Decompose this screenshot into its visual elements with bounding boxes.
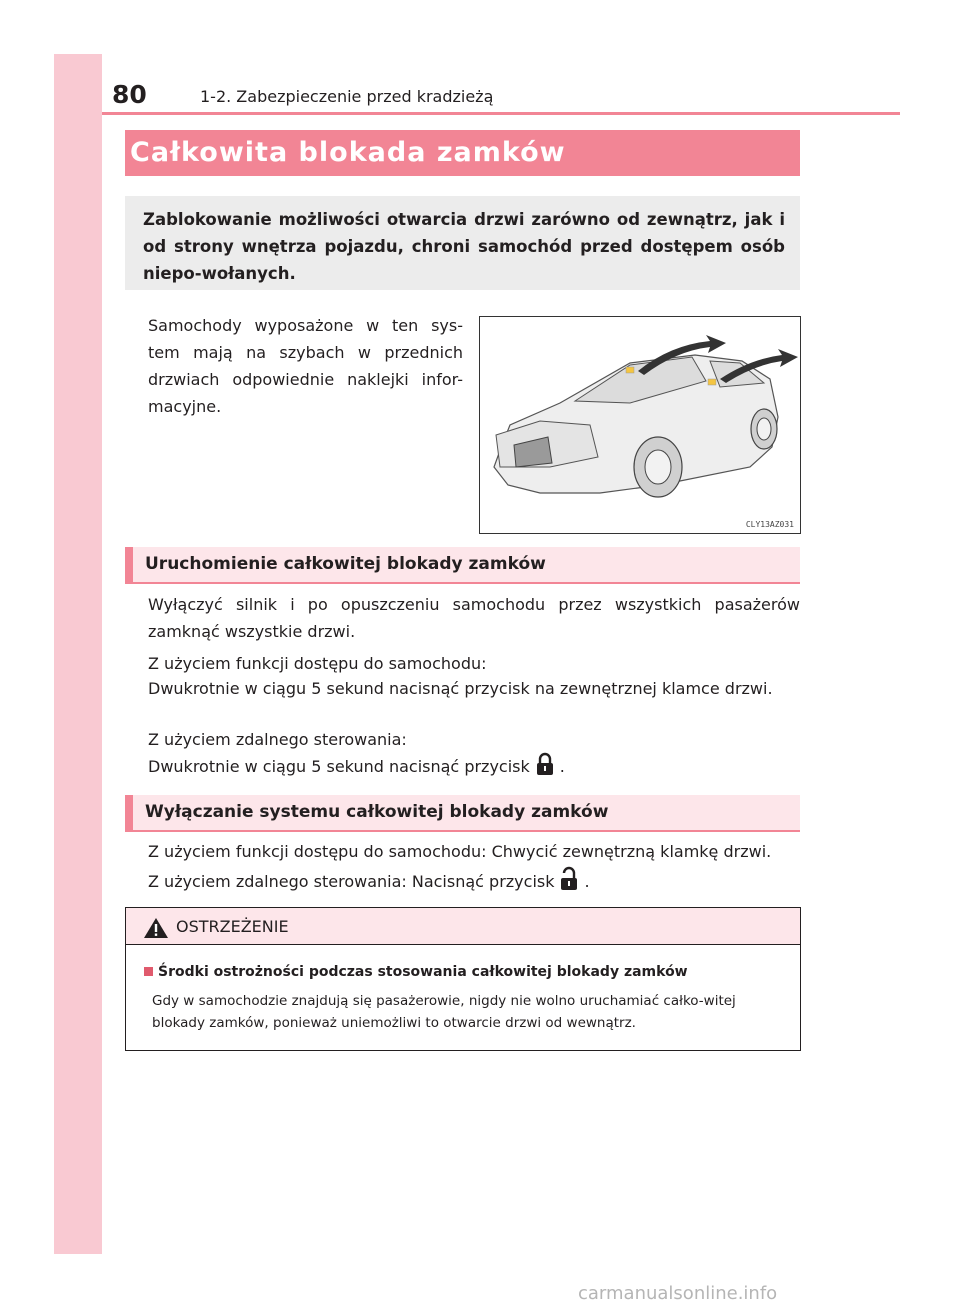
activation-smart-access-text: Dwukrotnie w ciągu 5 sekund nacisnąć przycisk na zewnętrznej klamce drzwi. — [148, 679, 773, 698]
running-header: 1-2. Zabezpieczenie przed kradzieżą — [200, 87, 494, 106]
deactivation-remote-text: Z użyciem zdalnego sterowania: Nacisnąć przycisk — [148, 872, 555, 891]
warning-box — [125, 907, 801, 1051]
subheading-text: Wyłączanie systemu całkowitej blokady zamków — [145, 802, 609, 822]
deactivation-remote-end: . — [584, 872, 590, 891]
subheading-activation — [125, 547, 800, 584]
intro-text: Zablokowanie możliwości otwarcia drzwi zarówno od zewnątrz, jak i od strony wnętrza pojazdu, chroni samochód przed dostępem osób niepo-wołanych. — [143, 210, 785, 283]
activation-remote-end: . — [559, 757, 565, 776]
car-drawing — [480, 317, 800, 533]
lock-icon — [536, 752, 554, 784]
watermark: carmanualsonline.info — [578, 1283, 778, 1304]
unlock-icon — [560, 865, 578, 899]
warning-title: OSTRZEŻENIE — [176, 917, 289, 936]
activation-remote-text: Dwukrotnie w ciągu 5 sekund nacisnąć przycisk — [148, 757, 530, 776]
figure-code: CLY13AZ031 — [745, 520, 794, 529]
deactivation-remote-line — [148, 865, 800, 899]
subheading-accent — [125, 795, 133, 830]
page-number: 80 — [112, 80, 147, 109]
car-illustration — [479, 316, 801, 534]
activation-smart-access-label: Z użyciem funkcji dostępu do samochodu: — [148, 654, 487, 673]
activation-remote-line — [148, 752, 800, 784]
warning-body: Gdy w samochodzie znajdują się pasażerowie, nigdy nie wolno uruchamiać całko-witej blokady zamków, ponieważ uniemożliwi to otwarcie drzwi od wewnątrz. — [152, 993, 736, 1031]
warning-triangle-icon — [143, 917, 169, 939]
warning-bullet — [144, 967, 153, 976]
stickers-paragraph: Samochody wyposażone w ten sys-tem mają na szybach w przednich drzwiach odpowiednie naklejki infor-macyjne. — [148, 316, 463, 416]
deactivation-smart-access: Z użyciem funkcji dostępu do samochodu: Chwycić zewnętrzną klamkę drzwi. — [148, 842, 772, 861]
activation-paragraph-1: Wyłączyć silnik i po opuszczeniu samochodu przez wszystkich pasażerów zamknąć wszystkie drzwi. — [148, 595, 800, 641]
warning-subtitle: Środki ostrożności podczas stosowania całkowitej blokady zamków — [158, 964, 688, 980]
subheading-deactivation — [125, 795, 800, 832]
header-rule — [102, 112, 900, 115]
subheading-text: Uruchomienie całkowitej blokady zamków — [145, 554, 546, 574]
subheading-accent — [125, 547, 133, 582]
page-margin-band — [54, 54, 102, 1254]
warning-header — [126, 908, 800, 945]
activation-remote-label: Z użyciem zdalnego sterowania: — [148, 730, 407, 749]
page-title: Całkowita blokada zamków — [130, 137, 566, 168]
